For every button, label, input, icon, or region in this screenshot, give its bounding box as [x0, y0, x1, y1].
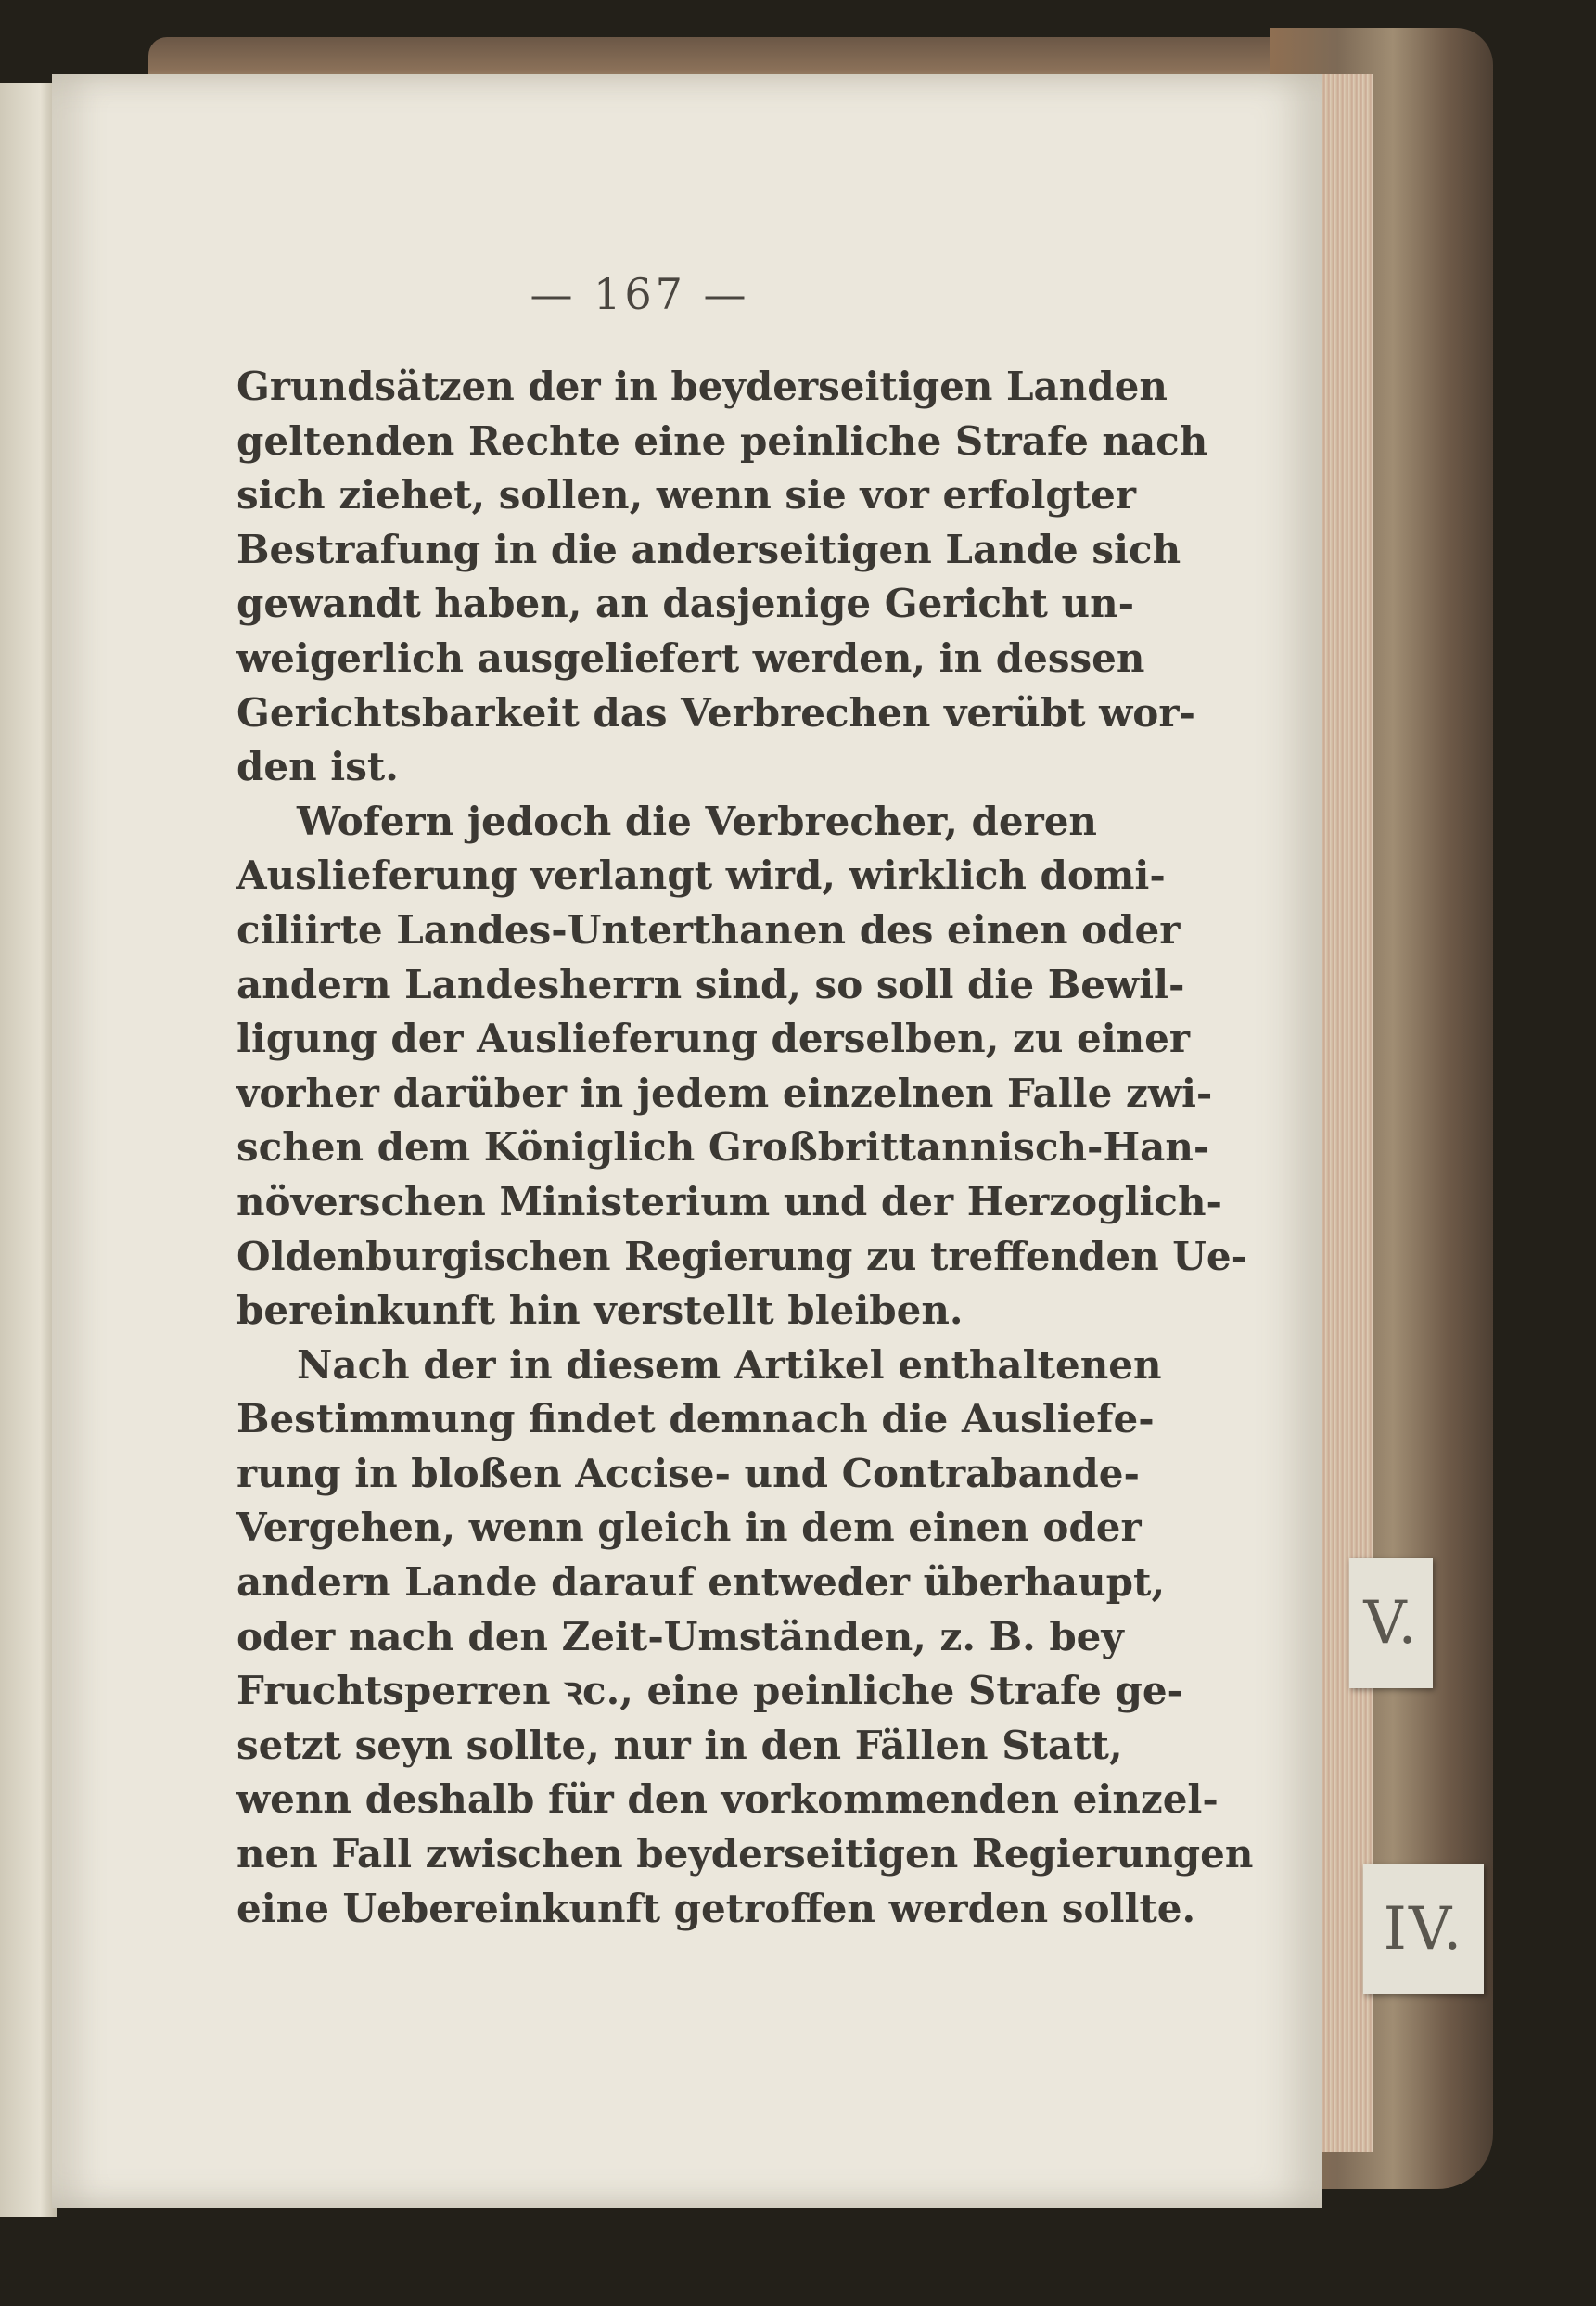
text-line: Gerichtsbarkeit das Verbrechen verübt wor- [236, 689, 1195, 736]
body-text [236, 360, 1254, 1936]
text-line: rung in bloßen Accise- und Contrabande- [236, 1450, 1140, 1496]
text-line: andern Lande darauf entweder überhaupt, [236, 1559, 1166, 1606]
index-tab-lower [1363, 1864, 1484, 1994]
text-line: Wofern jedoch die Verbrecher, deren [297, 798, 1097, 844]
text-line: weigerlich ausgeliefert werden, in dessen [236, 634, 1145, 681]
page-stack-edge [1317, 74, 1373, 2152]
text-line: gewandt haben, an dasjenige Gericht un- [236, 581, 1135, 627]
paragraph [236, 795, 1248, 1339]
text-line: Bestimmung findet demnach die Ausliefe- [236, 1396, 1155, 1442]
text-line: Vergehen, wenn gleich in dem einen oder [236, 1505, 1142, 1551]
text-line: Bestrafung in die anderseitigen Lande sich [236, 526, 1181, 572]
index-tab-upper-label: V. [1363, 1589, 1419, 1658]
text-line: Nach der in diesem Artikel enthaltenen [297, 1341, 1162, 1388]
text-line: andern Landesherrn sind, so soll die Bewil- [236, 961, 1185, 1007]
paragraph [236, 1339, 1254, 1937]
text-line: geltenden Rechte eine peinliche Strafe nach [236, 417, 1208, 464]
text-line: nen Fall zwischen beyderseitigen Regierungen [236, 1831, 1254, 1877]
index-tab-upper [1349, 1558, 1433, 1688]
page-number: — 167 — [530, 269, 750, 319]
text-line: den ist. [236, 744, 399, 790]
text-line: bereinkunft hin verstellt bleiben. [236, 1288, 964, 1334]
text-line: setzt seyn sollte, nur in den Fällen Statt, [236, 1722, 1123, 1768]
text-line: vorher darüber in jedem einzelnen Falle zwi- [236, 1070, 1213, 1116]
text-line: oder nach den Zeit-Umständen, z. B. bey [236, 1613, 1124, 1659]
text-line: ligung der Auslieferung derselben, zu einer [236, 1016, 1191, 1062]
text-line: növerschen Ministerium und der Herzoglich- [236, 1178, 1222, 1224]
paragraph [236, 360, 1208, 795]
text-line: ciliirte Landes-Unterthanen des einen oder [236, 906, 1181, 953]
text-line: Grundsätzen der in beyderseitigen Landen [236, 364, 1168, 409]
text-line: schen dem Königlich Großbrittannisch-Han- [236, 1124, 1210, 1171]
left-page-edge [0, 83, 57, 2217]
text-line: Fruchtsperren ꝛc., eine peinliche Strafe ge- [236, 1668, 1183, 1714]
text-line: Oldenburgischen Regierung zu treffenden Ue- [236, 1233, 1248, 1279]
text-line: wenn deshalb für den vorkommenden einzel- [236, 1776, 1219, 1823]
text-line: sich ziehet, sollen, wenn sie vor erfolgter [236, 472, 1137, 519]
index-tab-lower-label: IV. [1383, 1895, 1464, 1964]
text-line: Auslieferung verlangt wird, wirklich domi- [236, 852, 1166, 899]
text-line: eine Uebereinkunft getroffen werden sollte. [236, 1885, 1196, 1931]
